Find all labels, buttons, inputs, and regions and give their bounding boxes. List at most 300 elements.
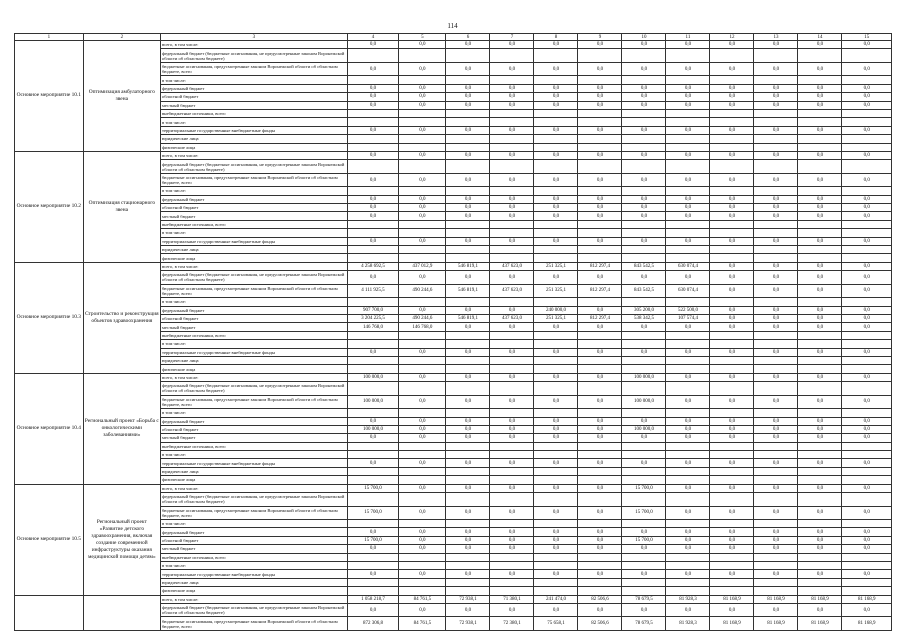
amount-cell: 0,0 <box>490 395 534 409</box>
amount-cell: 0,0 <box>842 545 892 553</box>
amount-cell <box>490 365 534 373</box>
amount-cell <box>534 561 578 569</box>
measure-status: Основное мероприятие 10.4 <box>15 373 84 484</box>
amount-cell: 0,0 <box>754 271 798 285</box>
amount-cell <box>710 187 754 195</box>
amount-cell <box>578 187 622 195</box>
funding-source: внебюджетные источники, всего <box>160 442 347 450</box>
amount-cell <box>347 553 399 561</box>
amount-cell <box>399 187 446 195</box>
amount-cell <box>842 442 892 450</box>
amount-cell: 0,0 <box>798 395 842 409</box>
funding-source: физические лица <box>160 587 347 595</box>
funding-source: федеральный бюджет (бюджетные ассигнования, не предусмотренные законом Воронежской области об областном бюджете) <box>160 382 347 396</box>
amount-cell <box>622 451 666 459</box>
amount-cell: 0,0 <box>399 173 446 187</box>
amount-cell <box>754 143 798 151</box>
amount-cell: 0,0 <box>842 284 892 298</box>
amount-cell <box>534 451 578 459</box>
amount-cell <box>710 476 754 484</box>
amount-cell: 0,0 <box>666 62 710 76</box>
amount-cell: 0,0 <box>399 306 446 314</box>
amount-cell <box>666 467 710 475</box>
measure-name: Строительство и реконструкция объектов здравоохранения <box>83 262 160 373</box>
amount-cell <box>446 187 490 195</box>
amount-cell <box>578 442 622 450</box>
amount-cell: 0,0 <box>798 271 842 285</box>
amount-cell: 0,0 <box>798 314 842 322</box>
amount-cell: 0,0 <box>534 84 578 92</box>
amount-cell <box>399 365 446 373</box>
amount-cell <box>446 331 490 339</box>
amount-cell: 0,0 <box>578 348 622 356</box>
amount-cell <box>446 365 490 373</box>
amount-cell: 0,0 <box>710 323 754 331</box>
amount-cell: 0,0 <box>446 41 490 49</box>
amount-cell: 0,0 <box>578 425 622 433</box>
amount-cell <box>347 109 399 117</box>
amount-cell <box>666 143 710 151</box>
amount-cell: 81 168,9 <box>798 617 842 631</box>
amount-cell <box>534 187 578 195</box>
funding-source: внебюджетные источники, всего <box>160 109 347 117</box>
amount-cell <box>666 578 710 586</box>
measure-name: Региональный проект «Борьба с онкологическими заболеваниями» <box>83 373 160 484</box>
amount-cell <box>446 587 490 595</box>
amount-cell: 0,0 <box>666 41 710 49</box>
amount-cell <box>754 118 798 126</box>
amount-cell: 0,0 <box>534 373 578 381</box>
amount-cell <box>534 109 578 117</box>
funding-source: физические лица <box>160 254 347 262</box>
amount-cell: 0,0 <box>490 348 534 356</box>
amount-cell <box>754 135 798 143</box>
amount-cell <box>446 246 490 254</box>
amount-cell: 0,0 <box>490 373 534 381</box>
amount-cell: 100 000,0 <box>622 373 666 381</box>
amount-cell: 0,0 <box>446 126 490 134</box>
amount-cell <box>490 254 534 262</box>
amount-cell <box>754 220 798 228</box>
amount-cell <box>798 382 842 396</box>
funding-source: областной бюджет <box>160 536 347 544</box>
amount-cell: 0,0 <box>622 41 666 49</box>
amount-cell: 0,0 <box>622 151 666 159</box>
amount-cell: 0,0 <box>754 93 798 101</box>
funding-source: в том числе: <box>160 561 347 569</box>
amount-cell: 0,0 <box>534 323 578 331</box>
amount-cell: 81 168,9 <box>798 595 842 603</box>
amount-cell: 0,0 <box>842 395 892 409</box>
amount-cell: 0,0 <box>754 425 798 433</box>
funding-source: территориальные государственные внебюджетные фонды <box>160 570 347 578</box>
amount-cell: 0,0 <box>446 506 490 520</box>
amount-cell: 0,0 <box>666 417 710 425</box>
amount-cell <box>578 467 622 475</box>
amount-cell: 0,0 <box>710 536 754 544</box>
amount-cell <box>842 143 892 151</box>
amount-cell <box>534 143 578 151</box>
amount-cell: 0,0 <box>754 284 798 298</box>
amount-cell <box>578 254 622 262</box>
amount-cell <box>842 109 892 117</box>
budget-table <box>14 33 892 631</box>
amount-cell: 0,0 <box>754 84 798 92</box>
amount-cell <box>399 356 446 364</box>
amount-cell: 4 258 692,5 <box>347 262 399 270</box>
funding-source: физические лица <box>160 365 347 373</box>
amount-cell <box>710 409 754 417</box>
amount-cell: 0,0 <box>446 536 490 544</box>
column-number-cell: 1 <box>15 34 84 41</box>
amount-cell <box>798 578 842 586</box>
amount-cell <box>578 382 622 396</box>
amount-cell: 843 542,5 <box>622 284 666 298</box>
amount-cell <box>710 246 754 254</box>
amount-cell: 0,0 <box>347 204 399 212</box>
amount-cell <box>754 254 798 262</box>
amount-cell: 0,0 <box>842 459 892 467</box>
amount-cell: 0,0 <box>399 151 446 159</box>
amount-cell: 0,0 <box>578 212 622 220</box>
amount-cell: 75 658,1 <box>534 617 578 631</box>
amount-cell <box>842 578 892 586</box>
amount-cell: 0,0 <box>578 84 622 92</box>
amount-cell <box>666 246 710 254</box>
amount-cell <box>842 298 892 306</box>
amount-cell: 72 380,1 <box>490 617 534 631</box>
amount-cell: 0,0 <box>754 41 798 49</box>
amount-cell <box>446 493 490 507</box>
amount-cell <box>754 578 798 586</box>
amount-cell: 0,0 <box>710 151 754 159</box>
amount-cell: 812 297,4 <box>578 284 622 298</box>
amount-cell: 0,0 <box>490 536 534 544</box>
amount-cell <box>490 220 534 228</box>
amount-cell: 0,0 <box>622 348 666 356</box>
amount-cell: 0,0 <box>534 417 578 425</box>
amount-cell <box>842 356 892 364</box>
amount-cell: 0,0 <box>622 84 666 92</box>
amount-cell: 0,0 <box>798 373 842 381</box>
amount-cell <box>798 561 842 569</box>
amount-cell: 0,0 <box>490 41 534 49</box>
amount-cell: 0,0 <box>622 434 666 442</box>
amount-cell <box>666 220 710 228</box>
amount-cell <box>842 229 892 237</box>
amount-cell: 0,0 <box>578 506 622 520</box>
amount-cell: 0,0 <box>578 195 622 203</box>
funding-source: всего, в том числе: <box>160 484 347 492</box>
funding-source: федеральный бюджет <box>160 195 347 203</box>
amount-cell: 0,0 <box>754 395 798 409</box>
amount-cell <box>578 220 622 228</box>
amount-cell <box>622 553 666 561</box>
amount-cell <box>842 451 892 459</box>
amount-cell <box>666 493 710 507</box>
amount-cell: 0,0 <box>710 545 754 553</box>
amount-cell: 0,0 <box>798 262 842 270</box>
funding-source: в том числе: <box>160 298 347 306</box>
amount-cell: 78 679,5 <box>622 617 666 631</box>
amount-cell: 0,0 <box>347 41 399 49</box>
amount-cell: 0,0 <box>347 348 399 356</box>
amount-cell: 0,0 <box>446 84 490 92</box>
amount-cell: 305 200,0 <box>622 306 666 314</box>
amount-cell: 0,0 <box>842 271 892 285</box>
amount-cell: 0,0 <box>842 195 892 203</box>
amount-cell: 0,0 <box>347 434 399 442</box>
amount-cell: 78 679,5 <box>622 595 666 603</box>
amount-cell <box>578 493 622 507</box>
amount-cell: 0,0 <box>399 93 446 101</box>
amount-cell <box>622 365 666 373</box>
amount-cell: 0,0 <box>666 151 710 159</box>
amount-cell <box>754 365 798 373</box>
amount-cell: 0,0 <box>842 603 892 617</box>
amount-cell: 0,0 <box>754 306 798 314</box>
amount-cell <box>446 578 490 586</box>
column-number-cell: 13 <box>754 34 798 41</box>
amount-cell: 0,0 <box>842 306 892 314</box>
amount-cell: 0,0 <box>490 271 534 285</box>
amount-cell <box>399 587 446 595</box>
amount-cell <box>578 561 622 569</box>
amount-cell: 100 000,0 <box>347 373 399 381</box>
amount-cell <box>842 493 892 507</box>
amount-cell <box>666 476 710 484</box>
amount-cell: 146 768,0 <box>399 323 446 331</box>
amount-cell: 0,0 <box>842 425 892 433</box>
amount-cell <box>347 135 399 143</box>
amount-cell <box>622 520 666 528</box>
amount-cell: 0,0 <box>490 84 534 92</box>
amount-cell <box>666 187 710 195</box>
amount-cell: 82 506,6 <box>578 595 622 603</box>
amount-cell: 0,0 <box>754 484 798 492</box>
amount-cell: 251 325,1 <box>534 262 578 270</box>
amount-cell <box>710 254 754 262</box>
amount-cell <box>578 340 622 348</box>
amount-cell: 0,0 <box>578 417 622 425</box>
amount-cell: 0,0 <box>710 271 754 285</box>
amount-cell: 0,0 <box>578 204 622 212</box>
amount-cell <box>798 520 842 528</box>
amount-cell: 81 928,3 <box>666 595 710 603</box>
funding-source: в том числе: <box>160 76 347 84</box>
amount-cell <box>754 298 798 306</box>
amount-cell: 71 380,1 <box>490 595 534 603</box>
amount-cell: 0,0 <box>798 126 842 134</box>
amount-cell <box>754 246 798 254</box>
funding-source: местный бюджет <box>160 212 347 220</box>
amount-cell: 0,0 <box>578 528 622 536</box>
amount-cell: 538 342,5 <box>622 314 666 322</box>
funding-source: федеральный бюджет <box>160 306 347 314</box>
amount-cell: 0,0 <box>798 506 842 520</box>
amount-cell: 0,0 <box>666 101 710 109</box>
amount-cell <box>490 493 534 507</box>
amount-cell: 0,0 <box>798 212 842 220</box>
funding-source: территориальные государственные внебюджетные фонды <box>160 459 347 467</box>
amount-cell <box>666 409 710 417</box>
amount-cell: 0,0 <box>578 306 622 314</box>
amount-cell: 0,0 <box>842 536 892 544</box>
amount-cell <box>710 382 754 396</box>
amount-cell: 872 306,8 <box>347 617 399 631</box>
amount-cell: 0,0 <box>622 101 666 109</box>
amount-cell <box>622 331 666 339</box>
amount-cell <box>446 254 490 262</box>
amount-cell <box>666 331 710 339</box>
amount-cell <box>446 382 490 396</box>
amount-cell <box>798 49 842 63</box>
amount-cell <box>446 356 490 364</box>
amount-cell <box>490 356 534 364</box>
amount-cell: 0,0 <box>622 603 666 617</box>
amount-cell: 15 700,0 <box>347 536 399 544</box>
amount-cell: 0,0 <box>534 545 578 553</box>
table-body <box>15 34 892 631</box>
amount-cell: 0,0 <box>347 459 399 467</box>
amount-cell: 81 168,9 <box>710 595 754 603</box>
amount-cell: 0,0 <box>578 484 622 492</box>
amount-cell: 0,0 <box>754 101 798 109</box>
amount-cell: 0,0 <box>347 62 399 76</box>
amount-cell <box>798 587 842 595</box>
amount-cell <box>578 109 622 117</box>
column-number-cell: 8 <box>534 34 578 41</box>
amount-cell <box>798 254 842 262</box>
funding-source: юридические лица <box>160 356 347 364</box>
amount-cell: 0,0 <box>446 237 490 245</box>
amount-cell: 0,0 <box>710 204 754 212</box>
amount-cell: 0,0 <box>578 323 622 331</box>
amount-cell: 84 761,5 <box>399 595 446 603</box>
amount-cell <box>490 382 534 396</box>
amount-cell: 0,0 <box>534 528 578 536</box>
amount-cell: 0,0 <box>347 126 399 134</box>
funding-source: юридические лица <box>160 467 347 475</box>
amount-cell: 0,0 <box>842 62 892 76</box>
amount-cell: 0,0 <box>666 434 710 442</box>
amount-cell: 0,0 <box>446 151 490 159</box>
amount-cell: 0,0 <box>842 84 892 92</box>
amount-cell <box>622 143 666 151</box>
amount-cell: 0,0 <box>399 237 446 245</box>
amount-cell <box>754 451 798 459</box>
amount-cell: 437 623,0 <box>490 284 534 298</box>
funding-source: всего, в том числе: <box>160 373 347 381</box>
funding-source: бюджетные ассигнования, предусмотренные законом Воронежской области об областном бюджете, всего <box>160 284 347 298</box>
amount-cell: 0,0 <box>490 93 534 101</box>
amount-cell: 0,0 <box>754 173 798 187</box>
amount-cell: 0,0 <box>446 417 490 425</box>
amount-cell <box>710 143 754 151</box>
amount-cell <box>798 451 842 459</box>
amount-cell: 0,0 <box>622 173 666 187</box>
amount-cell <box>622 246 666 254</box>
amount-cell: 0,0 <box>710 237 754 245</box>
amount-cell <box>622 254 666 262</box>
amount-cell: 0,0 <box>842 262 892 270</box>
amount-cell: 0,0 <box>578 373 622 381</box>
funding-source: местный бюджет <box>160 101 347 109</box>
amount-cell: 0,0 <box>347 417 399 425</box>
amount-cell: 0,0 <box>798 536 842 544</box>
amount-cell <box>347 160 399 174</box>
amount-cell: 0,0 <box>710 570 754 578</box>
amount-cell <box>490 476 534 484</box>
funding-source: в том числе: <box>160 229 347 237</box>
amount-cell: 0,0 <box>446 204 490 212</box>
amount-cell <box>754 109 798 117</box>
amount-cell: 0,0 <box>347 271 399 285</box>
amount-cell <box>490 160 534 174</box>
amount-cell: 0,0 <box>490 425 534 433</box>
amount-cell: 0,0 <box>842 41 892 49</box>
amount-cell <box>399 553 446 561</box>
amount-cell <box>842 160 892 174</box>
amount-cell: 240 000,0 <box>534 306 578 314</box>
funding-source: бюджетные ассигнования, предусмотренные законом Воронежской области об областном бюджете, всего <box>160 62 347 76</box>
column-number-cell: 15 <box>842 34 892 41</box>
amount-cell: 0,0 <box>798 570 842 578</box>
amount-cell <box>578 76 622 84</box>
amount-cell <box>347 409 399 417</box>
amount-cell: 81 168,9 <box>754 617 798 631</box>
amount-cell: 0,0 <box>534 173 578 187</box>
amount-cell: 0,0 <box>578 459 622 467</box>
amount-cell: 437 012,9 <box>399 262 446 270</box>
amount-cell: 0,0 <box>798 528 842 536</box>
amount-cell <box>710 298 754 306</box>
amount-cell <box>534 160 578 174</box>
amount-cell: 1 058 218,7 <box>347 595 399 603</box>
amount-cell <box>798 493 842 507</box>
amount-cell <box>399 382 446 396</box>
funding-source: всего, в том числе: <box>160 41 347 49</box>
amount-cell <box>490 442 534 450</box>
amount-cell <box>622 160 666 174</box>
amount-cell: 490 244,6 <box>399 284 446 298</box>
amount-cell: 0,0 <box>578 126 622 134</box>
funding-source: в том числе: <box>160 409 347 417</box>
amount-cell: 0,0 <box>666 126 710 134</box>
amount-cell: 0,0 <box>578 173 622 187</box>
amount-cell <box>710 578 754 586</box>
measure-name <box>83 595 160 630</box>
funding-source: юридические лица <box>160 135 347 143</box>
amount-cell: 0,0 <box>666 506 710 520</box>
amount-cell: 0,0 <box>842 212 892 220</box>
amount-cell <box>710 442 754 450</box>
amount-cell <box>622 561 666 569</box>
amount-cell: 0,0 <box>534 62 578 76</box>
amount-cell <box>446 118 490 126</box>
amount-cell: 0,0 <box>399 62 446 76</box>
amount-cell <box>754 442 798 450</box>
amount-cell <box>347 254 399 262</box>
amount-cell: 0,0 <box>578 395 622 409</box>
funding-source: местный бюджет <box>160 323 347 331</box>
amount-cell: 0,0 <box>754 373 798 381</box>
amount-cell <box>490 409 534 417</box>
amount-cell <box>578 409 622 417</box>
amount-cell: 0,0 <box>754 570 798 578</box>
funding-source: федеральный бюджет (бюджетные ассигнования, не предусмотренные законом Воронежской области об областном бюджете) <box>160 603 347 617</box>
amount-cell <box>347 365 399 373</box>
